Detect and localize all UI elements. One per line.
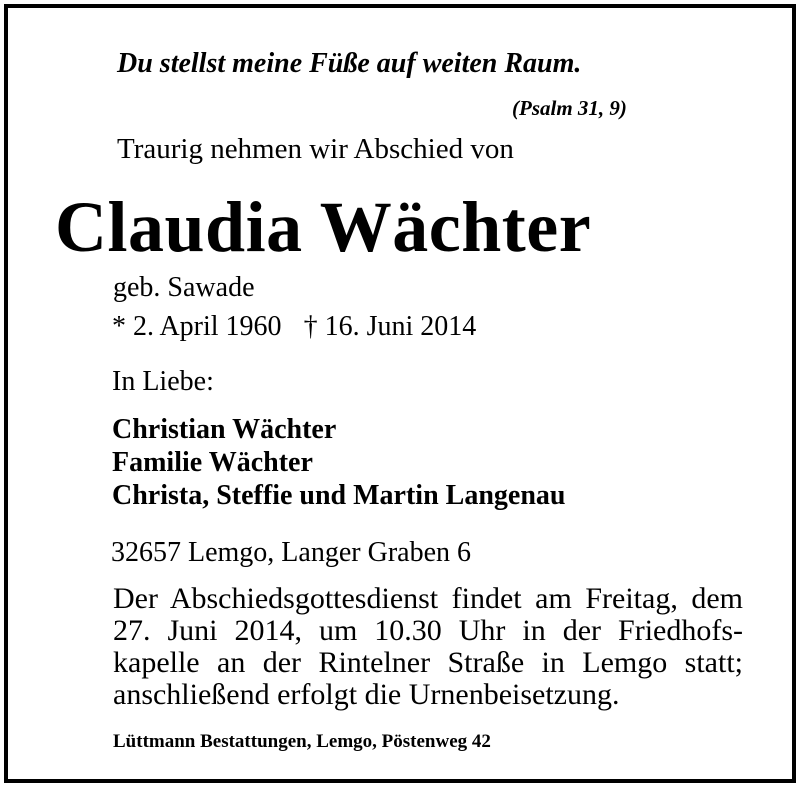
death-date: † 16. Juni 2014 <box>303 311 477 342</box>
maiden-name: geb. Sawade <box>113 272 255 303</box>
service-line: kapelle an der Rintelner Straße in Lemgo statt; <box>113 646 743 679</box>
life-dates <box>112 311 476 343</box>
service-line: anschließend erfolgt die Urnenbeisetzung. <box>113 678 620 711</box>
intro-text: Traurig nehmen wir Abschied von <box>117 133 514 165</box>
service-line: Der Abschiedsgottesdienst findet am Freitag, dem <box>113 582 743 615</box>
undertaker-info: Lüttmann Bestattungen, Lemgo, Pöstenweg 42 <box>113 731 491 752</box>
mourner-name: Christa, Steffie und Martin Langenau <box>112 480 566 511</box>
mourners-list <box>112 413 565 512</box>
birth-date: * 2. April 1960 <box>112 311 282 342</box>
service-line: 27. Juni 2014, um 10.30 Uhr in der Friedhofs- <box>113 614 743 647</box>
family-address: 32657 Lemgo, Langer Graben 6 <box>111 537 471 568</box>
mourners-heading: In Liebe: <box>112 366 214 397</box>
mourner-name: Christian Wächter <box>112 414 337 445</box>
deceased-name: Claudia Wächter <box>55 187 592 267</box>
bible-quote: Du stellst meine Füße auf weiten Raum. <box>117 48 582 79</box>
mourner-name: Familie Wächter <box>112 447 313 478</box>
bible-reference: (Psalm 31, 9) <box>512 96 627 120</box>
service-information <box>113 583 743 711</box>
